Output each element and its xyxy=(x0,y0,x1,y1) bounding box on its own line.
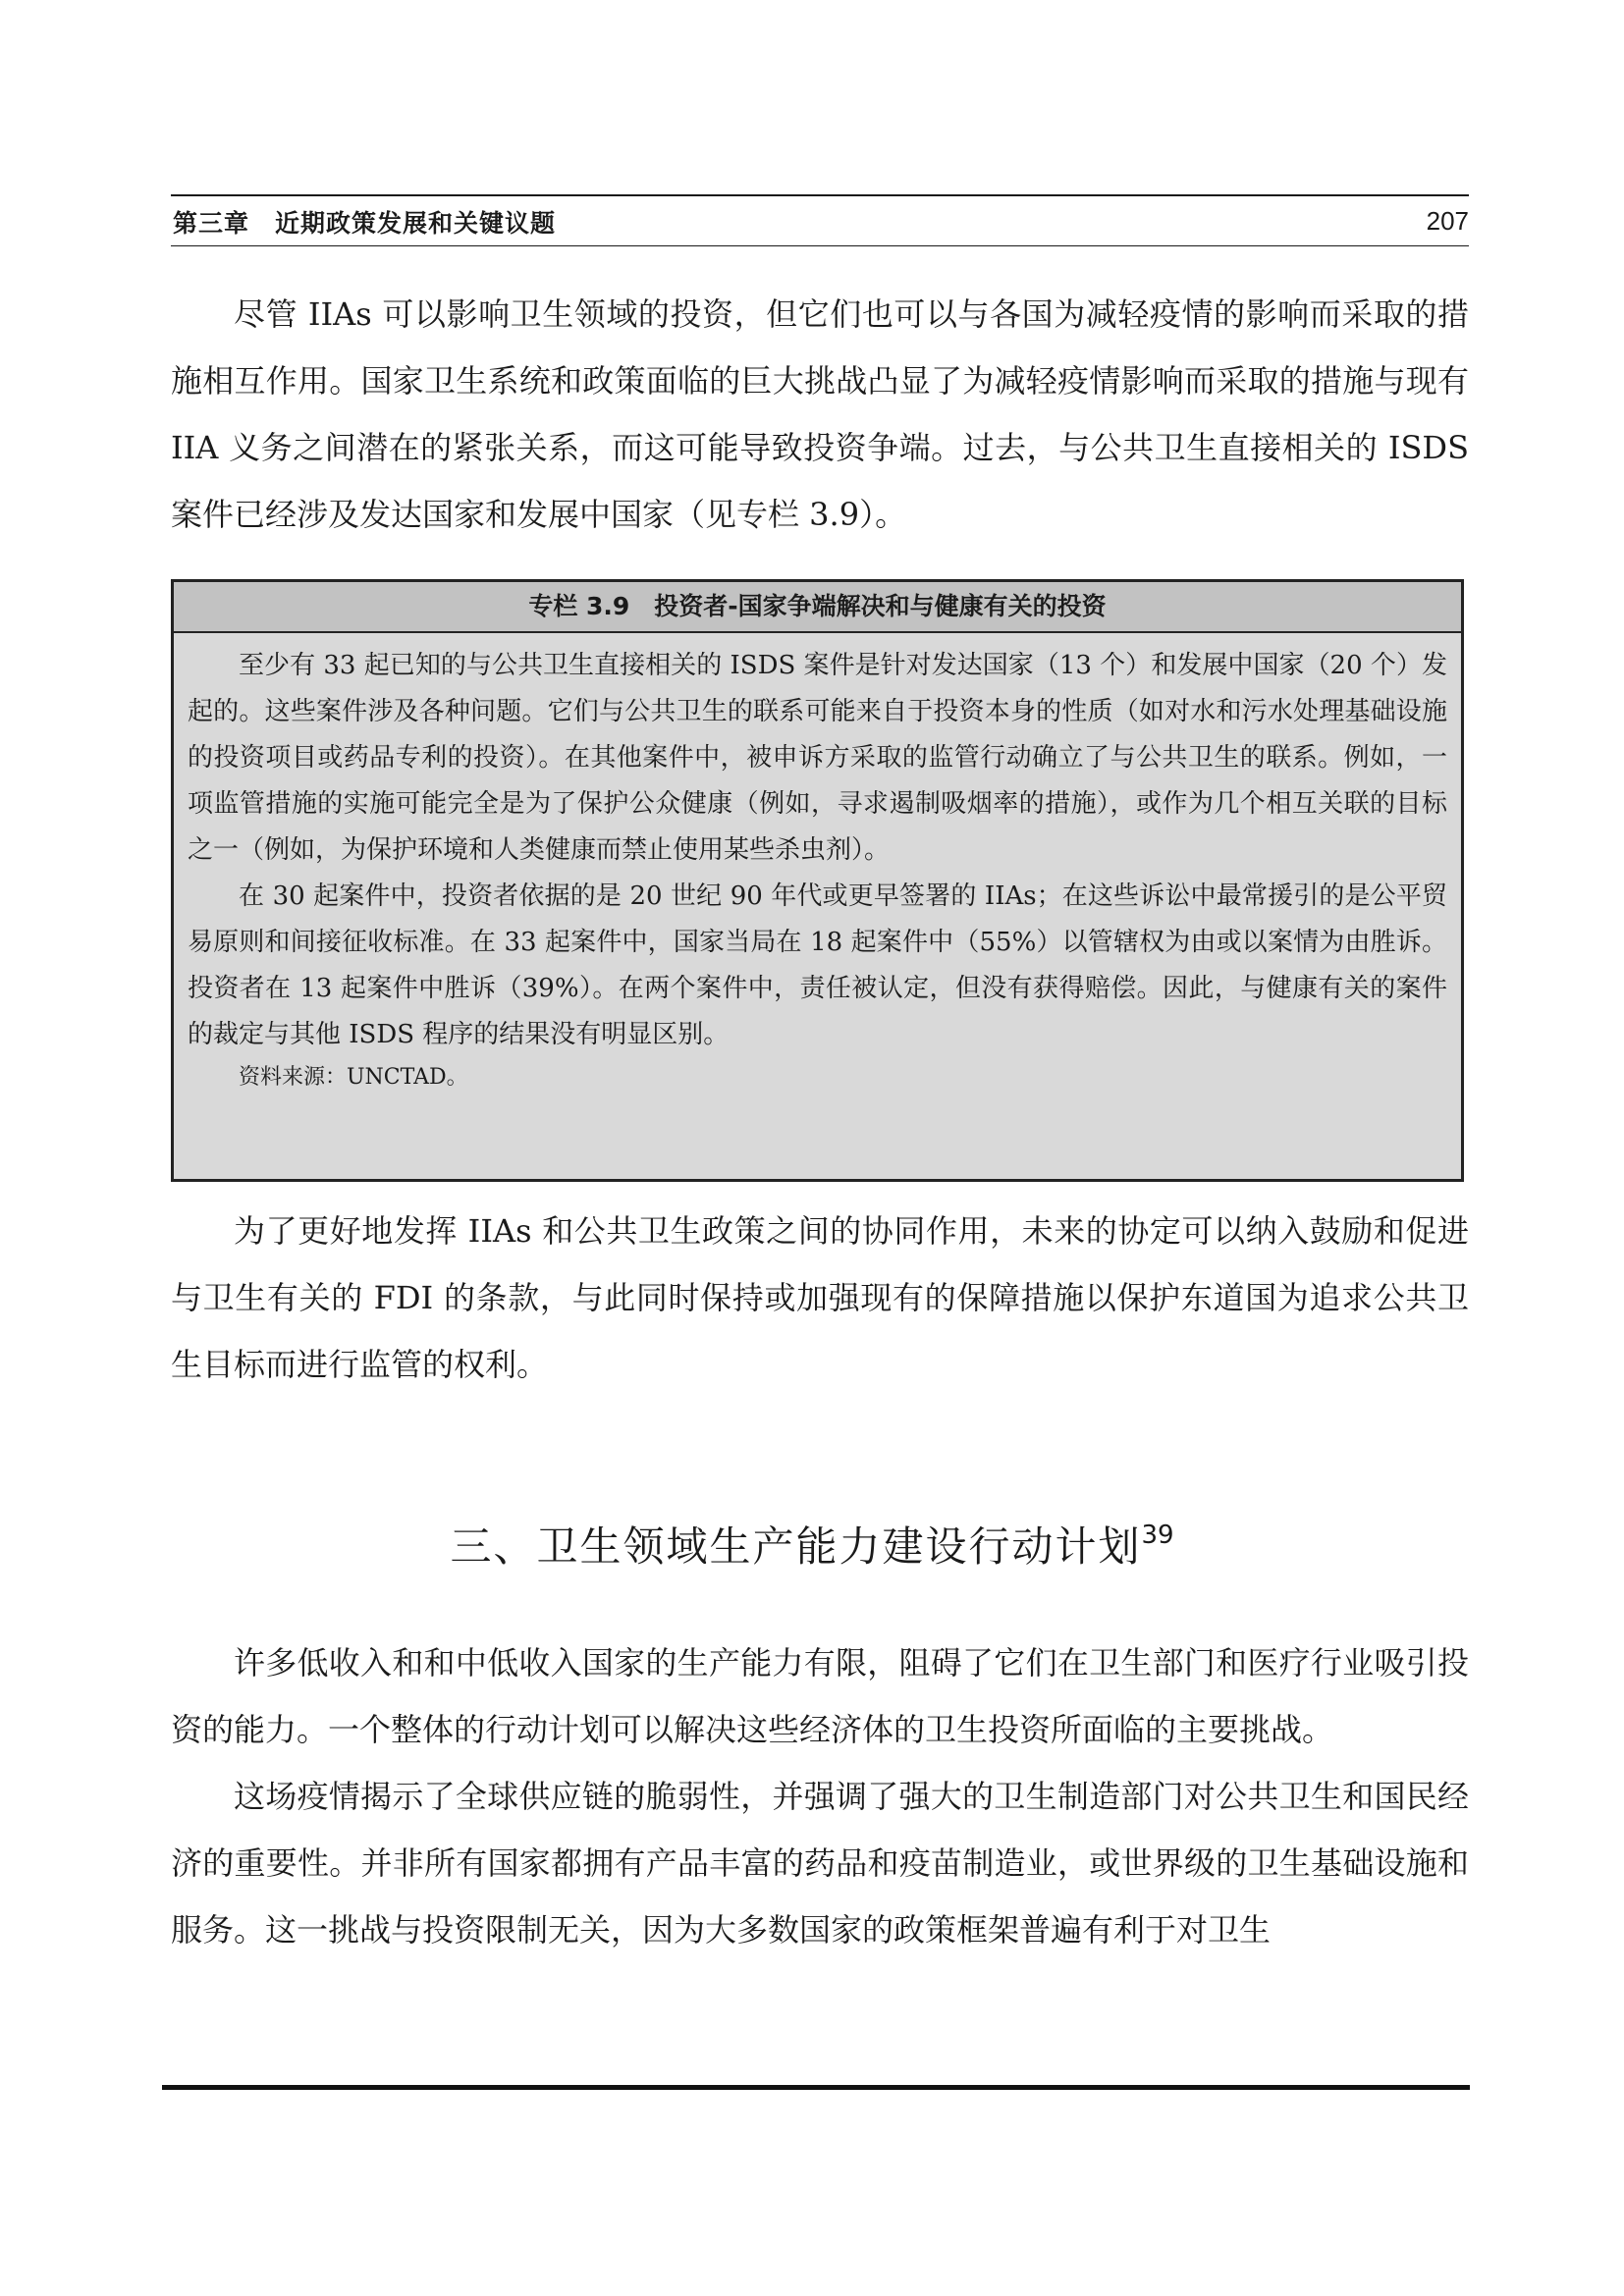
header-bottom-rule xyxy=(171,245,1469,246)
section-heading xyxy=(0,1515,1624,1574)
intro-paragraph: 尽管 IIAs 可以影响卫生领域的投资，但它们也可以与各国为减轻疫情的影响而采取的措施相互作用。国家卫生系统和政策面临的巨大挑战凸显了为减轻疫情影响而采取的措施与现有 IIA 义务之间潜在的紧张关系，而这可能导致投资争端。过去，与公共卫生直接相关的 ISDS 案件已经涉及发达国家和发展中国家（见专栏 3.9）。 xyxy=(171,295,1469,533)
chapter-title: 近期政策发展和关键议题 xyxy=(275,209,557,238)
section-paragraph: 这场疫情揭示了全球供应链的脆弱性，并强调了强大的卫生制造部门对公共卫生和国民经济的重要性。并非所有国家都拥有产品丰富的药品和疫苗制造业，或世界级的卫生基础设施和服务。这一挑战与投资限制无关，因为大多数国家的政策框架普遍有利于对卫生 xyxy=(171,1778,1469,1949)
synergy-paragraph: 为了更好地发挥 IIAs 和公共卫生政策之间的协同作用，未来的协定可以纳入鼓励和促进与卫生有关的 FDI 的条款，与此同时保持或加强现有的保障措施以保护东道国为追求公共卫生目标而进行监管的权利。 xyxy=(171,1212,1469,1383)
page-number: 207 xyxy=(1426,206,1469,236)
footnote-ref[interactable]: 39 xyxy=(1141,1521,1174,1550)
box-paragraph: 至少有 33 起已知的与公共卫生直接相关的 ISDS 案件是针对发达国家（13 个）和发展中国家（20 个）发起的。这些案件涉及各种问题。它们与公共卫生的联系可能来自于投资本身的性质（如对水和污水处理基础设施的投资项目或药品专利的投资）。在其他案件中，被申诉方采取的监管行动确立了与公共卫生的联系。例如，一项监管措施的实施可能完全是为了保护公众健康（例如，寻求遏制吸烟率的措施），或作为几个相互关联的目标之一（例如，为保护环境和人类健康而禁止使用某些杀虫剂）。 xyxy=(188,651,1447,865)
footer-rule xyxy=(162,2085,1470,2090)
box-body xyxy=(174,633,1461,1097)
box-source: 资料来源：UNCTAD。 xyxy=(239,1065,468,1090)
section-paragraph: 许多低收入和和中低收入国家的生产能力有限，阻碍了它们在卫生部门和医疗行业吸引投资的能力。一个整体的行动计划可以解决这些经济体的卫生投资所面临的主要挑战。 xyxy=(171,1644,1469,1748)
section-title: 三、卫生领域生产能力建设行动计划 xyxy=(450,1522,1142,1571)
box-title: 专栏 3.9 投资者-国家争端解决和与健康有关的投资 xyxy=(174,582,1461,633)
running-header xyxy=(173,204,556,240)
box-paragraph: 在 30 起案件中，投资者依据的是 20 世纪 90 年代或更早签署的 IIAs；在这些诉讼中最常援引的是公平贸易原则和间接征收标准。在 33 起案件中，国家当局在 18 起案件中（55%）以管辖权为由或以案情为由胜诉。投资者在 13 起案件中胜诉（39%）。在两个案件中，责任被认定，但没有获得赔偿。因此，与健康有关的案件的裁定与其他 ISDS 程序的结果没有明显区别。 xyxy=(188,881,1447,1049)
box-3-9 xyxy=(171,579,1464,1182)
header-top-rule xyxy=(171,194,1469,196)
section-body xyxy=(171,1629,1469,1963)
chapter-number: 第三章 xyxy=(173,209,250,238)
